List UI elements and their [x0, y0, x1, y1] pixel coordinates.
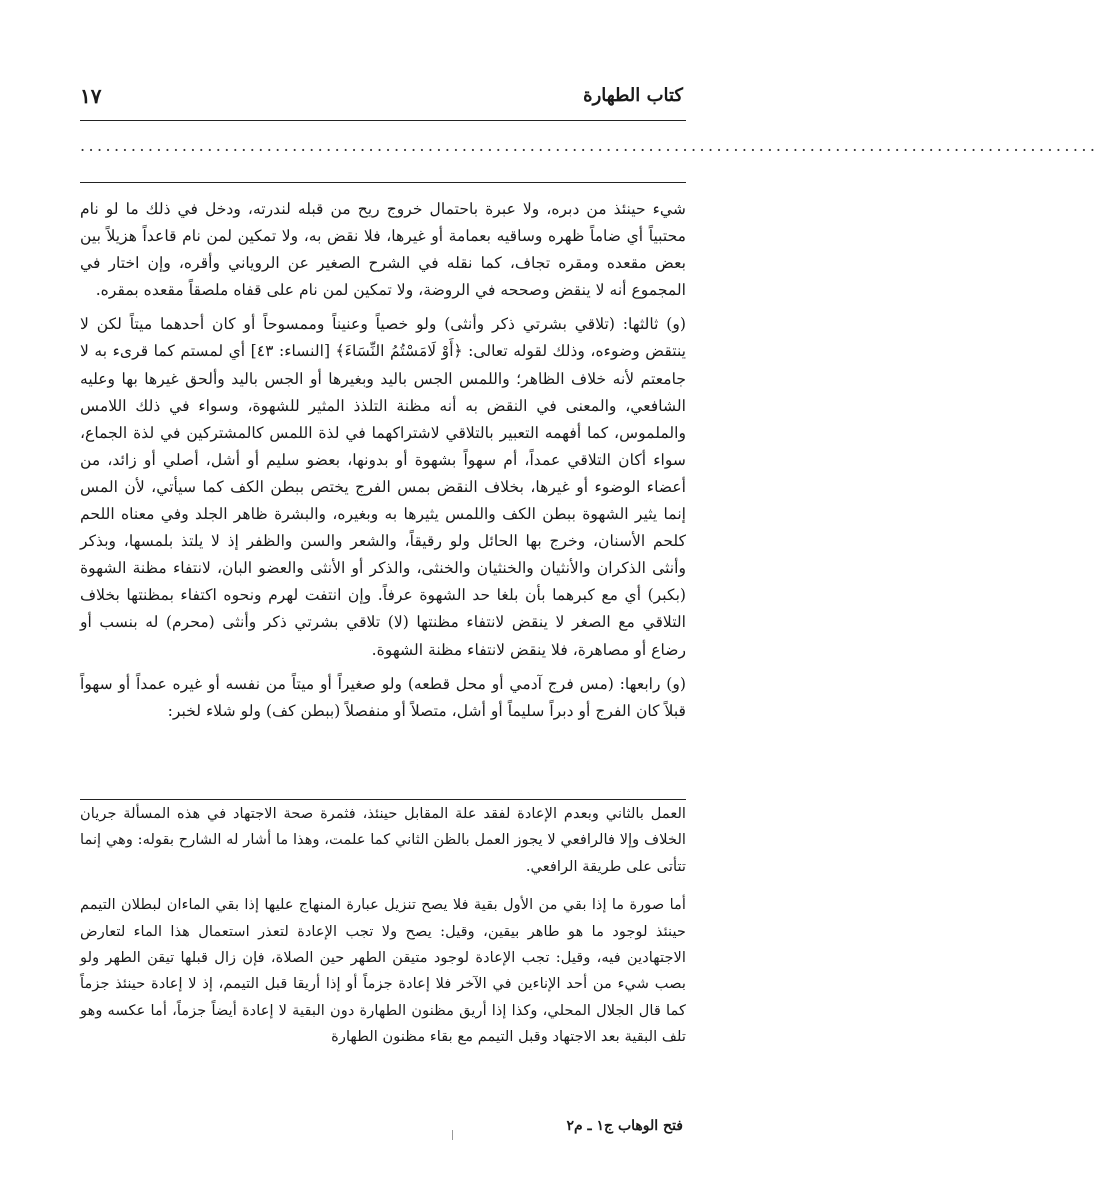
page-number: ١٧ [80, 84, 102, 108]
running-head-title: كتاب الطهارة [583, 85, 683, 106]
dotted-separator: ........................................................................................................................ [80, 136, 1098, 155]
section-rule [80, 182, 686, 183]
main-paragraph-1: شيء حينئذ من دبره، ولا عبرة باحتمال خروج ريح من قبله لندرته، ودخل في ذلك ما لو نام محتبياً أي ضاماً ظهره وساقيه بعمامة أو غيرها، فلا نقض به، ولا تمكين لمن نام قاعداً هزيلاً بين بعض مقعده ومقره تجاف، كما نقله في الشرح الصغير عن الروياني وأقره، وإن اختار في المجموع أنه لا ينقض وصححه في الروضة، ولا تمكين لمن نام على قفاه ملصقاً مقعده بمقره. [80, 200, 686, 300]
scan-mark [452, 1130, 453, 1140]
header-rule [80, 120, 686, 121]
footnote-paragraph-2: أما صورة ما إذا بقي من الأول بقية فلا يصح تنزيل عبارة المنهاج عليها إذا بقي الماءان لبطلان التيمم حينئذ لوجود ما هو طاهر بيقين، وقيل: يصح ولا تجب الإعادة لتعذر استعمال هذا الماء لتعارض الاجتهادين فيه، وقيل: تجب الإعادة لوجود متيقن الطهر حين الصلاة، فإن زال قبلها تيقن الطهر ولو بصب شيء من أحد الإناءين في الآخر فلا إعادة جزماً أو إذا أريقا قبل التيمم، إذ لا إعادة حينئذ جزماً كما قال الجلال المحلي، وكذا إذا أريق مظنون الطهارة دون البقية لا إعادة أيضاً جزماً، أما عكسه وهو تلف البقية بعد الاجتهاد وقبل التيمم مع بقاء مظنون الطهارة [80, 896, 686, 1046]
signature-mark: فتح الوهاب ج١ ـ م٢ [566, 1118, 683, 1134]
footnote-rule [80, 799, 686, 800]
footnote-text [80, 801, 686, 1051]
main-text [80, 196, 686, 725]
main-paragraph-3: (و) رابعها: (مس فرج آدمي أو محل قطعه) ولو صغيراً أو ميتاً من نفسه أو غيره عمداً أو سهواً قبلاً كان الفرج أو دبراً سليماً أو أشل، متصلاً أو منفصلاً (ببطن كف) ولو شلاء لخبر: [80, 674, 686, 720]
main-paragraph-2: (و) ثالثها: (تلاقي بشرتي ذكر وأنثى) ولو خصياً وعنيناً وممسوحاً أو كان أحدهما ميتاً لكن لا ينتقض وضوءه، وذلك لقوله تعالى: ﴿أَوْ لَامَسْتُمُ النِّسَاءَ﴾ [النساء: ٤٣] أي لمستم كما قرىء به لا جامعتم لأنه خلاف الظاهر؛ واللمس الجس باليد وبغيرها أو الجس باليد وألحق غيرها بها وعليه الشافعي، والمعنى في النقض به أنه مظنة التلذذ المثير للشهوة، وسواء في ذلك اللامس والملموس، كما أفهمه التعبير بالتلاقي لاشتراكهما في لذة اللمس كالمشتركين في لذة الجماع، سواء أكان التلاقي عمداً، أم سهواً بشهوة أو بدونها، بعضو سليم أو أشل، أصلي أو زائد، من أعضاء الوضوء أو غيرها، بخلاف النقض بمس الفرج يختص ببطن الكف كما سيأتي، لأن المس إنما يثير الشهوة ببطن الكف واللمس يثيرها به وبغيره، والبشرة ظاهر الجلد وفي معناه اللحم كلحم الأسنان، وخرج بها الحائل ولو رقيقاً، والشعر والسن والظفر إذ لا يلتذ بلمسها، وبذكر وأنثى الذكران والأنثيان والخنثيان والخنثى، والذكر أو الأنثى والعضو البان، لانتفاء مظنة الشهوة (بكبر) أي مع كبرهما بأن بلغا حد الشهوة عرفاً. وإن انتفت لهرم ونحوه اكتفاء بمظنتها بخلاف التلاقي مع الصغر لا ينقض لانتفاء مظنتها (لا) تلاقي بشرتي ذكر وأنثى (محرم) له بنسب أو رضاع أو مصاهرة، فلا ينقض لانتفاء مظنة الشهوة. [80, 315, 687, 659]
footnote-paragraph-1: العمل بالثاني وبعدم الإعادة لفقد علة المقابل حينئذ، فثمرة صحة الاجتهاد في هذه المسألة جريان الخلاف وإلا فالرافعي لا يجوز العمل بالظن الثاني كما علمت، وهذا ما أشار له الشارح بقوله: وهي إنما تتأتى على طريقة الرافعي. [80, 805, 686, 875]
